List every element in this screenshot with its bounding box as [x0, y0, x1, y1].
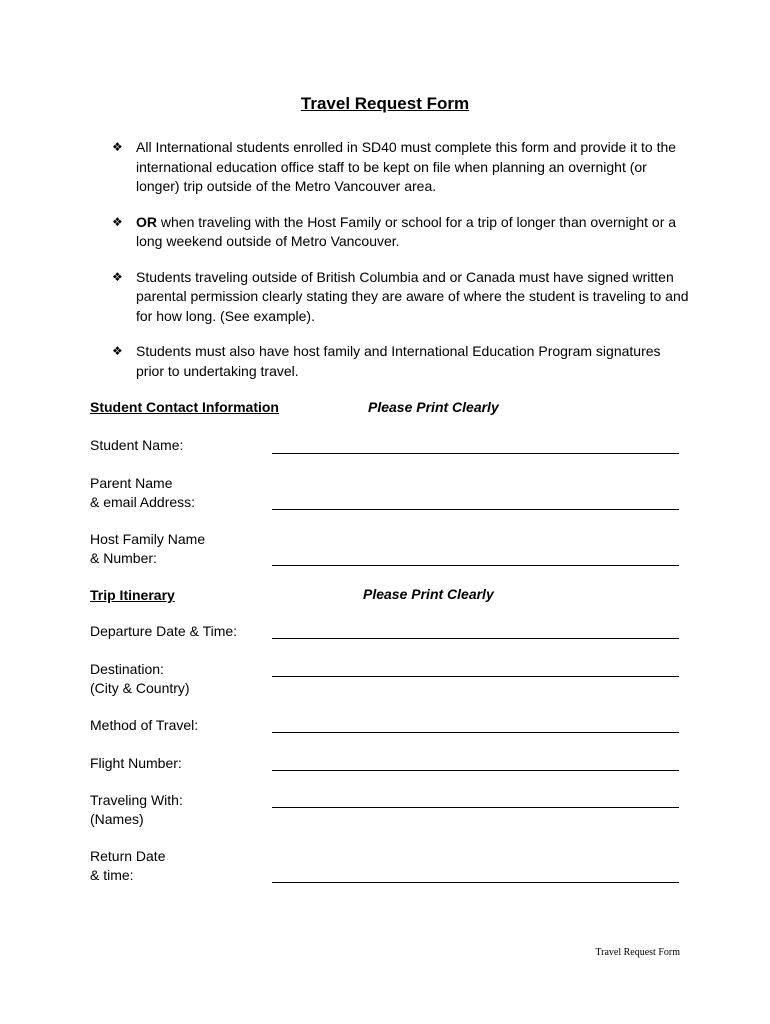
instruction-text: Students traveling outside of British Columbia and or Canada must have signed written parental permission clearly stating they are aware of where the student is traveling to and for how long. (See example). — [136, 268, 689, 324]
return-date-label: Return Date & time: — [90, 848, 166, 883]
diamond-bullet-icon: ❖ — [112, 269, 123, 284]
return-date-field[interactable] — [272, 882, 679, 883]
flight-number-field[interactable] — [272, 770, 679, 771]
instruction-item — [112, 213, 692, 252]
instruction-item — [112, 268, 692, 327]
host-family-field[interactable] — [272, 565, 679, 566]
trip-section-heading: Trip Itinerary — [90, 587, 175, 603]
diamond-bullet-icon: ❖ — [112, 214, 123, 229]
parent-name-label: Parent Name & email Address: — [90, 475, 196, 510]
instruction-lead: OR — [136, 213, 157, 230]
instruction-item — [112, 342, 692, 381]
destination-label: Destination: (City & Country) — [90, 661, 190, 696]
student-name-field[interactable] — [272, 453, 679, 454]
departure-field[interactable] — [272, 638, 679, 639]
instruction-text: All International students enrolled in SD40 must complete this form and provide it to the international education office staff to be kept on file when planning an overnight (or longer) trip outside of the Metro Vancouver area. — [136, 139, 677, 194]
page-title: Travel Request Form — [300, 94, 470, 113]
method-of-travel-field[interactable] — [272, 732, 679, 733]
instruction-text: Students must also have host family and International Education Program signatures prior to undertaking travel. — [136, 343, 661, 379]
instruction-text: when traveling with the Host Family or school for a trip of longer than overnight or a long weekend outside of Metro Vancouver. — [136, 213, 677, 249]
host-family-label: Host Family Name & Number: — [90, 531, 206, 566]
flight-number-label: Flight Number: — [90, 755, 182, 771]
traveling-with-field[interactable] — [272, 807, 679, 808]
instructions-list — [112, 138, 692, 397]
contact-print-note: Please Print Clearly — [368, 399, 499, 415]
method-of-travel-label: Method of Travel: — [90, 717, 199, 733]
departure-label: Departure Date & Time: — [90, 623, 238, 639]
parent-name-field[interactable] — [272, 509, 679, 510]
instruction-item — [112, 138, 692, 197]
destination-field[interactable] — [272, 676, 679, 677]
diamond-bullet-icon: ❖ — [112, 140, 123, 154]
page-footer: Travel Request Form — [595, 947, 680, 958]
student-name-label: Student Name: — [90, 437, 184, 453]
diamond-bullet-icon: ❖ — [112, 344, 123, 358]
traveling-with-label: Traveling With: (Names) — [90, 792, 183, 827]
trip-print-note: Please Print Clearly — [363, 586, 494, 602]
contact-section-heading: Student Contact Information — [90, 399, 279, 415]
